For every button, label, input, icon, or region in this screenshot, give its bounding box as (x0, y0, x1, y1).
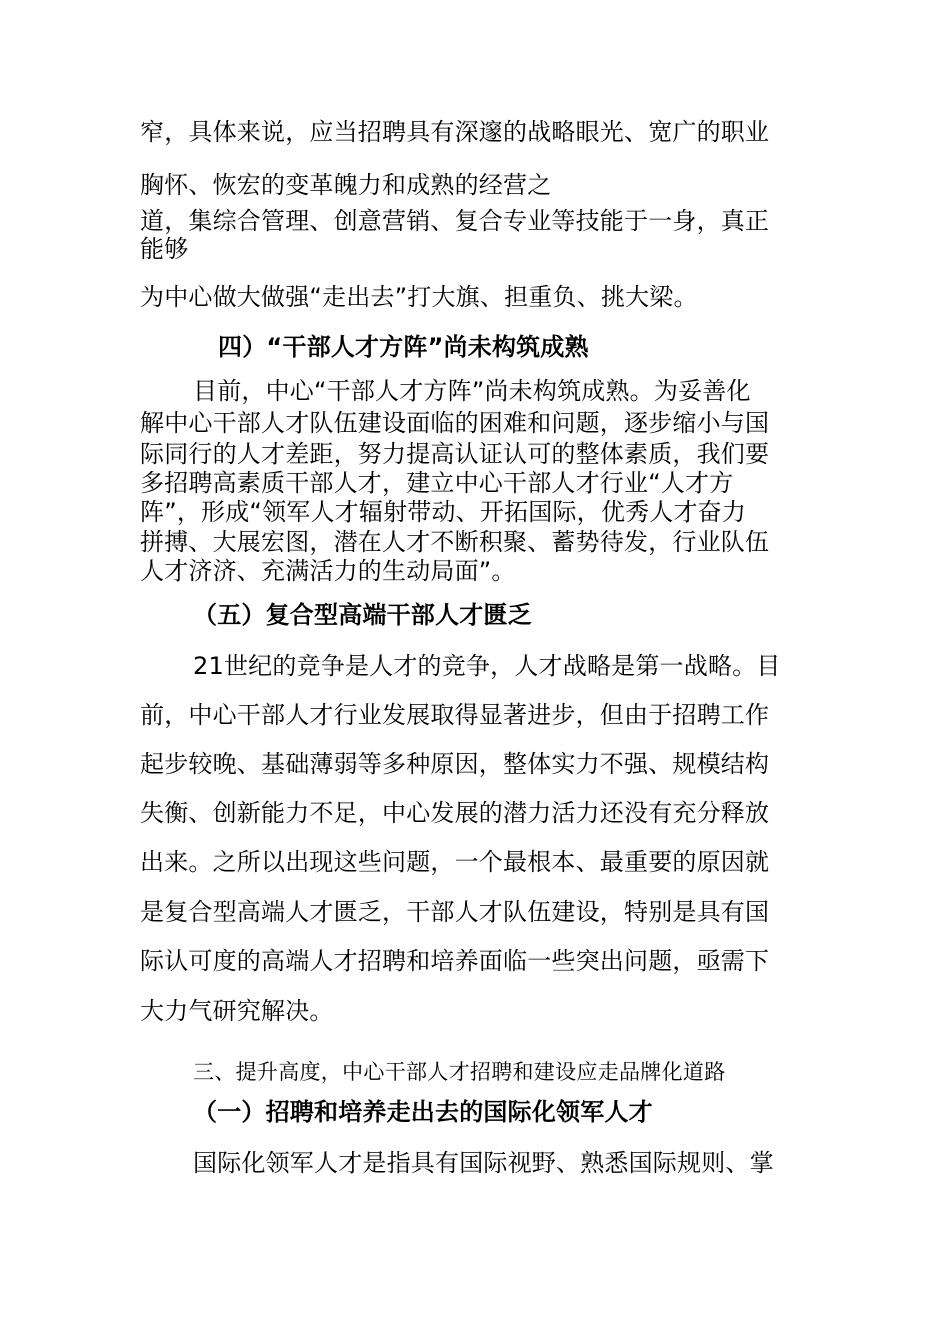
paragraph-line: 起步较晚、基础薄弱等多种原因，整体实力不强、规模结构 (140, 750, 770, 778)
paragraph-line: 人才济济、充满活力的生动局面”。 (140, 557, 516, 585)
paragraph-line: 拼搏、大展宏图，潜在人才不断积聚、蓄势待发，行业队伍 (140, 528, 770, 556)
paragraph-line: 国际化领军人才是指具有国际视野、熟悉国际规则、掌 (193, 1149, 774, 1177)
paragraph-line: 多招聘高素质干部人才，建立中心干部人才行业“人才方 (140, 469, 734, 497)
paragraph-line: 出来。之所以出现这些问题，一个最根本、最重要的原因就 (140, 848, 770, 876)
paragraph-line: 目前，中心“干部人才方阵”尚未构筑成熟。为妥善化 (193, 377, 751, 405)
paragraph-line: 际认可度的高端人才招聘和培养面临一些突出问题，亟需下 (140, 947, 770, 975)
paragraph-line: 阵”，形成“领军人才辐射带动、开拓国际，优秀人才奋力 (140, 498, 747, 526)
paragraph-line: 前，中心干部人才行业发展取得显著进步，但由于招聘工作 (140, 701, 770, 729)
paragraph-line: 胸怀、恢宏的变革魄力和成熟的经营之 (140, 171, 552, 199)
section-heading: （一）招聘和培养走出去的国际化领军人才 (193, 1098, 653, 1126)
paragraph-line: 为中心做大做强“走出去”打大旗、担重负、挑大梁。 (140, 283, 698, 311)
paragraph-line: 解中心干部人才队伍建设面临的困难和问题，逐步缩小与国 (140, 409, 770, 437)
paragraph-line: 窄，具体来说，应当招聘具有深邃的战略眼光、宽广的职业 (140, 118, 770, 146)
paragraph-line: 是复合型高端人才匮乏，干部人才队伍建设，特别是具有国 (140, 898, 770, 926)
section-heading: 四）“干部人才方阵”尚未构筑成熟 (218, 333, 589, 361)
paragraph-line: 能够 (140, 235, 189, 263)
paragraph-line: 失衡、创新能力不足，中心发展的潜力活力还没有充分释放 (140, 799, 770, 827)
paragraph-line: 际同行的人才差距，努力提高认证认可的整体素质，我们要 (140, 440, 770, 468)
section-heading: （五）复合型高端干部人才匮乏 (193, 601, 532, 629)
paragraph-line: 道，集综合管理、创意营销、复合专业等技能于一身，真正 (140, 207, 770, 235)
paragraph-line: 大力气研究解决。 (140, 997, 334, 1025)
chapter-heading: 三、提升高度，中心干部人才招聘和建设应走品牌化道路 (193, 1060, 726, 1084)
paragraph-line: 21世纪的竞争是人才的竞争，人才战略是第一战略。目 (193, 652, 781, 680)
